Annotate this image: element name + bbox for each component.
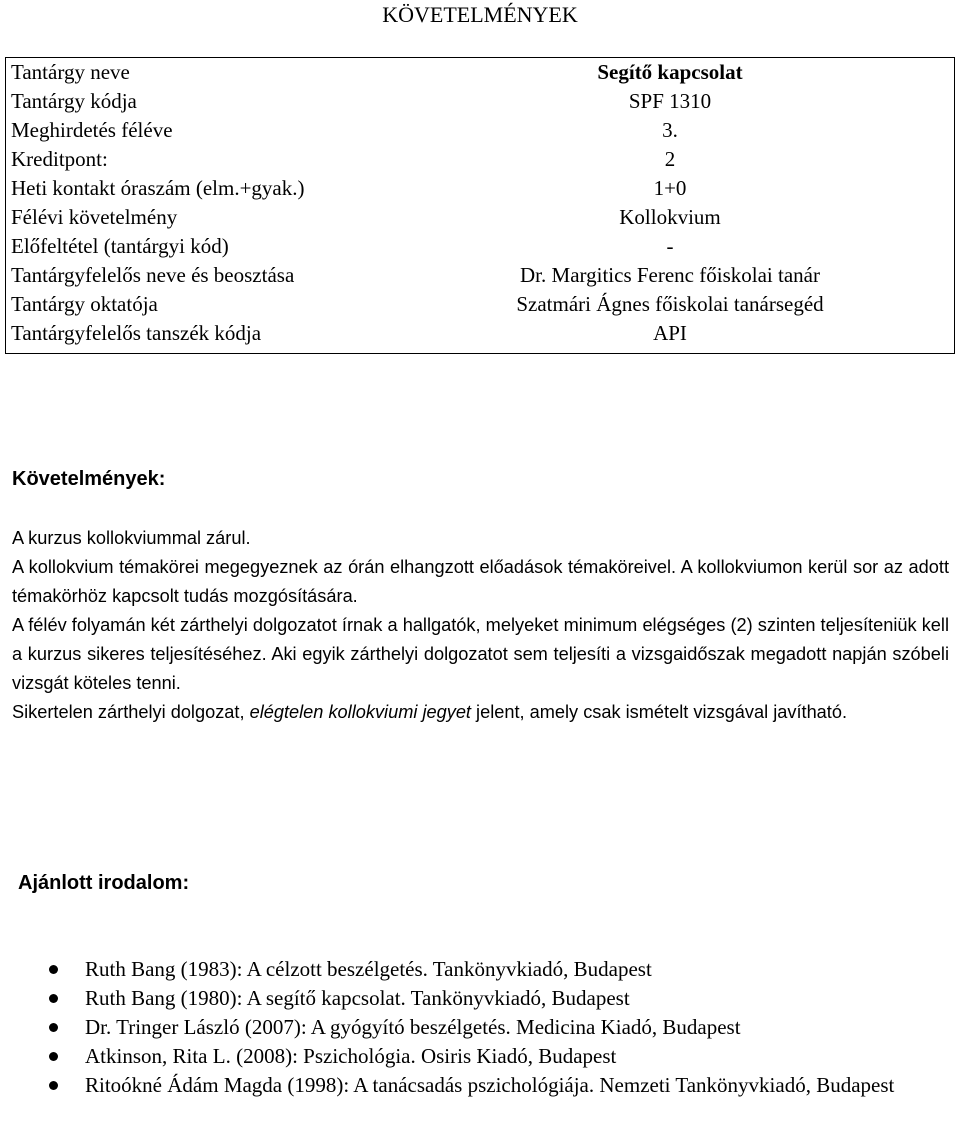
- literature-heading: Ajánlott irodalom:: [18, 872, 190, 894]
- requirements-paragraph: A félév folyamán két zárthelyi dolgozatot írnak a hallgatók, melyeket minimum elégséges (2) szinten teljesíteniük kell a kurzus sikeres teljesítéséhez. Aki egyik zárthelyi dolgozatot sem teljesíti a vizsgaidőszak megadott napján szóbeli vizsgát köteles tenni.: [12, 615, 949, 693]
- bullet-icon: [49, 1023, 58, 1032]
- course-info-table: [5, 57, 955, 354]
- info-value: 1+0: [653, 176, 687, 200]
- requirements-paragraph: A kollokvium témakörei megegyeznek az órán elhangzott előadások témaköreivel. A kollokviumon kerül sor az adott témakörhöz kapcsolt tudás mozgósítására.: [12, 557, 949, 606]
- info-value: Segítő kapcsolat: [597, 60, 743, 84]
- info-value: Szatmári Ágnes főiskolai tanársegéd: [516, 292, 824, 316]
- requirements-emphasis: elégtelen kollokviumi jegyet: [249, 702, 471, 722]
- bullet-icon: [49, 1081, 58, 1090]
- literature-item: [85, 1042, 955, 1071]
- bullet-icon: [49, 1052, 58, 1061]
- requirements-paragraph: A kurzus kollokviummal zárul.: [12, 528, 251, 548]
- requirements-body: [12, 524, 949, 727]
- requirements-text: Sikertelen zárthelyi dolgozat,: [12, 702, 250, 722]
- info-row-department: [6, 319, 954, 348]
- info-row-course-code: [6, 87, 954, 116]
- literature-text: Dr. Tringer László (2007): A gyógyító beszélgetés. Medicina Kiadó, Budapest: [85, 1015, 741, 1039]
- literature-text: Ritoókné Ádám Magda (1998): A tanácsadás pszichológiája. Nemzeti Tankönyvkiadó, Budapest: [85, 1073, 895, 1097]
- info-row-semester: [6, 116, 954, 145]
- requirements-heading: Követelmények:: [12, 468, 166, 490]
- info-label: Meghirdetés féléve: [11, 118, 173, 142]
- info-row-credits: [6, 145, 954, 174]
- literature-item: [85, 955, 955, 984]
- info-value: 2: [664, 147, 676, 171]
- page-title: KÖVETELMÉNYEK: [382, 2, 578, 27]
- info-label: Tantárgy kódja: [11, 89, 137, 113]
- info-label: Tantárgyfelelős neve és beosztása: [11, 263, 295, 287]
- bullet-icon: [49, 965, 58, 974]
- info-label: Tantárgy neve: [11, 60, 130, 84]
- info-label: Kreditpont:: [11, 147, 108, 171]
- info-row-requirement: [6, 203, 954, 232]
- info-label: Félévi követelmény: [11, 205, 178, 229]
- info-label: Tantárgy oktatója: [11, 292, 158, 316]
- info-row-contact-hours: [6, 174, 954, 203]
- info-row-instructor: [6, 290, 954, 319]
- literature-text: Ruth Bang (1983): A célzott beszélgetés. Tankönyvkiadó, Budapest: [85, 957, 652, 981]
- info-row-prerequisite: [6, 232, 954, 261]
- requirements-paragraph: [12, 698, 949, 727]
- literature-list: [85, 955, 955, 1100]
- info-row-responsible: [6, 261, 954, 290]
- literature-text: Atkinson, Rita L. (2008): Pszichológia. Osiris Kiadó, Budapest: [85, 1044, 617, 1068]
- info-label: Tantárgyfelelős tanszék kódja: [11, 321, 262, 345]
- info-value: API: [653, 321, 687, 345]
- literature-item: [85, 984, 955, 1013]
- literature-item: [85, 1071, 955, 1100]
- bullet-icon: [49, 994, 58, 1003]
- requirements-text: jelent, amely csak ismételt vizsgával javítható.: [470, 702, 848, 722]
- info-label: Előfeltétel (tantárgyi kód): [11, 234, 229, 258]
- info-row-course-name: [6, 58, 954, 87]
- literature-text: Ruth Bang (1980): A segítő kapcsolat. Tankönyvkiadó, Budapest: [85, 986, 630, 1010]
- info-value: SPF 1310: [628, 89, 712, 113]
- literature-item: [85, 1013, 955, 1042]
- info-value: 3.: [662, 118, 678, 142]
- info-value: Kollokvium: [619, 205, 721, 229]
- info-value: Dr. Margitics Ferenc főiskolai tanár: [520, 263, 820, 287]
- info-value: -: [666, 234, 674, 258]
- info-label: Heti kontakt óraszám (elm.+gyak.): [11, 176, 305, 200]
